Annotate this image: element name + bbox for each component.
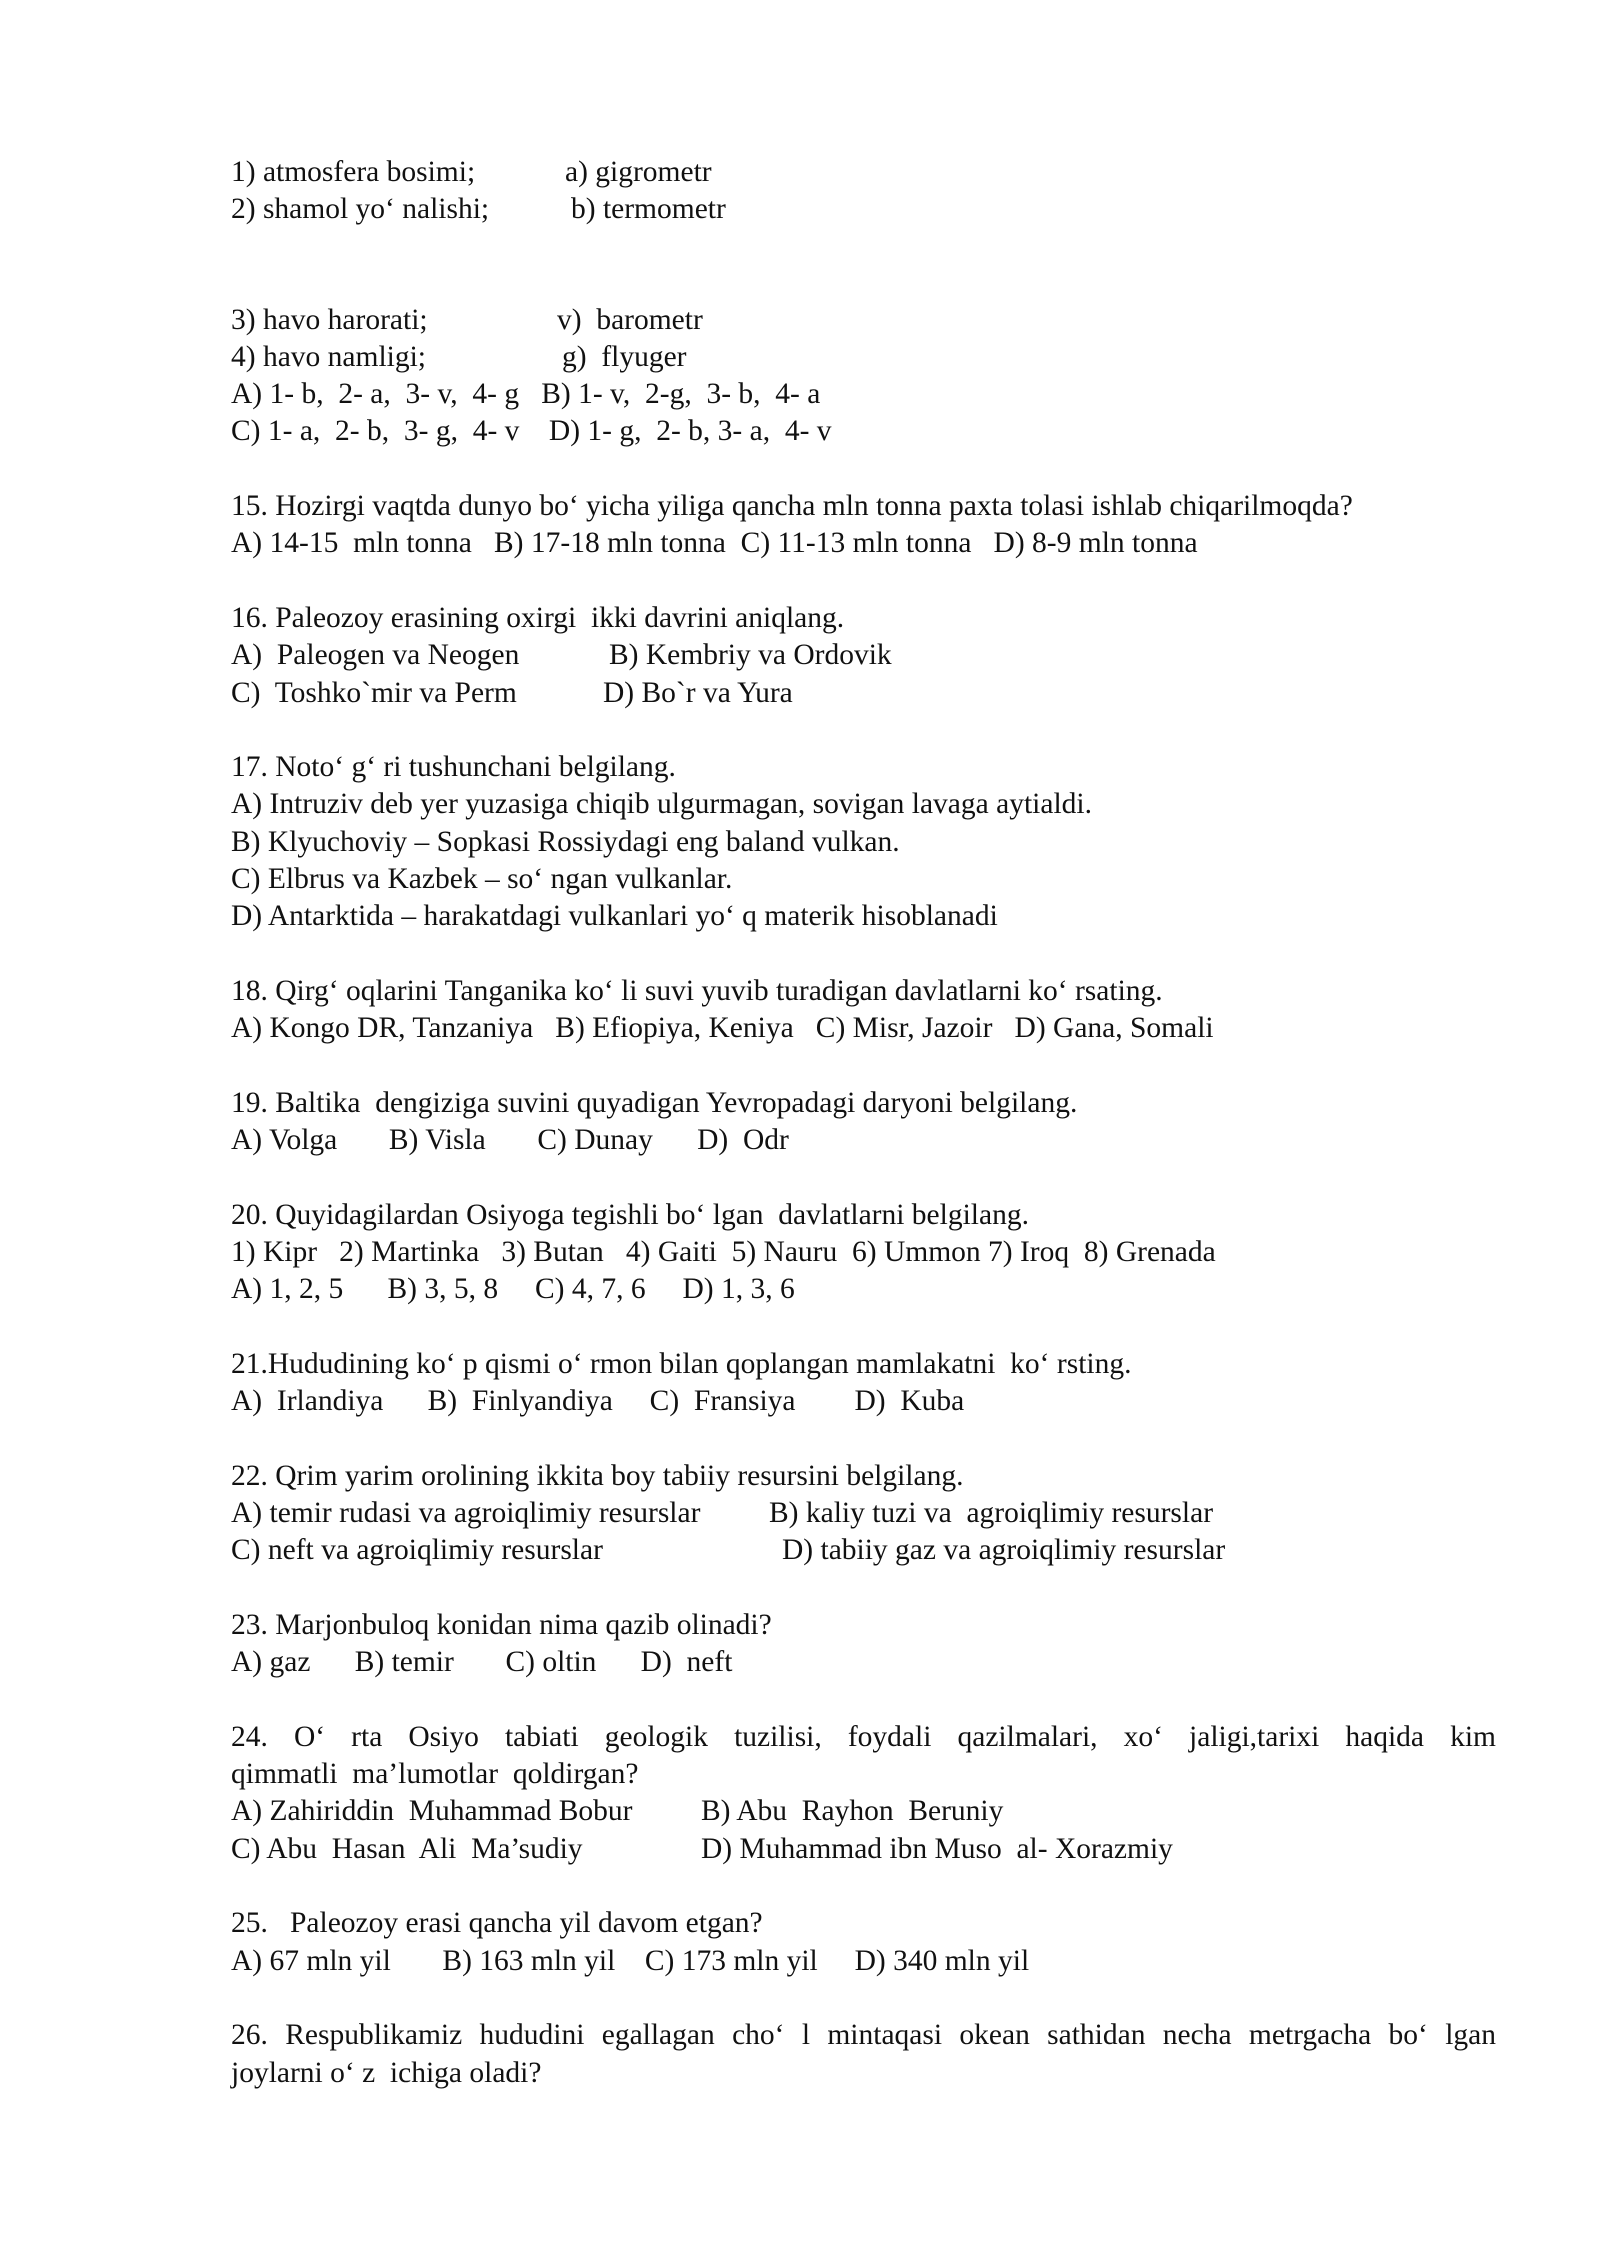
- q24-option-b: B) Abu Rayhon Beruniy: [701, 1795, 1004, 1828]
- q20-list: 1) Kipr 2) Martinka 3) Butan 4) Gaiti 5) Nauru 6) Ummon 7) Iroq 8) Grenada: [231, 1236, 1216, 1269]
- q22-option-a: A) temir rudasi va agroiqlimiy resurslar: [231, 1497, 701, 1530]
- q18-question: 18. Qirg‘ oqlarini Tanganika ko‘ li suvi yuvib turadigan davlatlarni ko‘ rsating.: [231, 974, 1163, 1007]
- q22-row-cd: [231, 1532, 1496, 1569]
- test-questions: [231, 154, 1496, 2092]
- q24-question-line2: qimmatli ma’lumotlar qoldirgan?: [231, 1758, 639, 1791]
- match-left-2: 2) shamol yo‘ nalishi;: [231, 193, 490, 226]
- match-left-4: 4) havo namligi;: [231, 340, 426, 373]
- q18-options: A) Kongo DR, Tanzaniya B) Efiopiya, Keniya C) Misr, Jazoir D) Gana, Somali: [231, 1012, 1214, 1045]
- q24-row-cd: [231, 1831, 1496, 1868]
- match-answers-ab: A) 1- b, 2- a, 3- v, 4- g B) 1- v, 2-g, 3- b, 4- a: [231, 378, 821, 411]
- q19-options: A) Volga B) Visla C) Dunay D) Odr: [231, 1124, 789, 1157]
- q17-option-c: C) Elbrus va Kazbek – so‘ ngan vulkanlar.: [231, 863, 733, 896]
- q24-option-c: C) Abu Hasan Ali Ma’sudiy: [231, 1832, 583, 1865]
- q15-question: 15. Hozirgi vaqtda dunyo bo‘ yicha yiligа qancha mln tonna paxta tolasi ishlab chiqarilmoqda?: [231, 490, 1353, 523]
- q17-option-d: D) Antarktida – harakatdagi vulkanlari yo‘ q materik hisoblanadi: [231, 900, 998, 933]
- q16-option-b: B) Kembriy va Ordovik: [609, 639, 892, 672]
- match-right-4: g) flyuger: [562, 340, 687, 373]
- match-row-2: [231, 191, 1496, 228]
- q23-question: 23. Marjonbuloq konidan nima qazib olinadi?: [231, 1608, 772, 1641]
- match-right-2: b) termometr: [571, 193, 726, 226]
- q25-question: 25. Paleozoy erasi qancha yil davom etgan?: [231, 1907, 763, 1940]
- q16-row-cd: [231, 675, 1496, 712]
- q17-option-b: B) Klyuchoviy – Sopkasi Rossiydagi eng baland vulkan.: [231, 825, 900, 858]
- match-row-4: [231, 339, 1496, 376]
- q19-question: 19. Baltika dengiziga suvini quyadigan Yevropadagi daryoni belgilang.: [231, 1086, 1078, 1119]
- q15-options: A) 14-15 mln tonna B) 17-18 mln tonna C) 11-13 mln tonna D) 8-9 mln tonna: [231, 527, 1198, 560]
- match-row-3: [231, 302, 1496, 339]
- q16-question: 16. Paleozoy erasining oxirgi ikki davrini aniqlang.: [231, 601, 845, 634]
- q25-options: A) 67 mln yil B) 163 mln yil C) 173 mln yil D) 340 mln yil: [231, 1944, 1030, 1977]
- q24-row-ab: [231, 1793, 1496, 1830]
- q22-option-b: B) kaliy tuzi va agroiqlimiy resurslar: [769, 1497, 1214, 1530]
- q16-option-d: D) Bo`r va Yura: [603, 676, 793, 709]
- match-right-1: a) gigrometr: [565, 156, 712, 188]
- q23-options: A) gaz B) temir C) oltin D) neft: [231, 1646, 733, 1679]
- match-right-3: v) barometr: [557, 303, 703, 336]
- q21-options: A) Irlandiya B) Finlyandiya C) Fransiya D) Kuba: [231, 1385, 965, 1418]
- match-answers-cd: C) 1- a, 2- b, 3- g, 4- v D) 1- g, 2- b, 3- a, 4- v: [231, 415, 832, 448]
- q24-question-line1: 24. O‘ rta Osiyo tabiati geologik tuzilisi, foydali qazilmalari, xo‘ jaligi,tarixi haqida kim: [231, 1720, 1496, 1753]
- q16-row-ab: [231, 637, 1496, 674]
- q20-question: 20. Quyidagilardan Osiyoga tegishli bo‘ lgan davlatlarni belgilang.: [231, 1198, 1029, 1231]
- match-row-1: [231, 154, 1496, 191]
- q20-options: A) 1, 2, 5 B) 3, 5, 8 C) 4, 7, 6 D) 1, 3, 6: [231, 1273, 795, 1306]
- q21-question: 21.Hududining ko‘ p qismi o‘ rmon bilan qoplangan mamlakatni ko‘ rsting.: [231, 1347, 1132, 1380]
- q17-question: 17. Noto‘ g‘ ri tushunchani belgilang.: [231, 751, 676, 784]
- q22-option-c: C) neft va agroiqlimiy resurslar: [231, 1534, 603, 1567]
- q24-option-a: A) Zahiriddin Muhammad Bobur: [231, 1795, 633, 1828]
- match-left-3: 3) havo harorati;: [231, 303, 428, 336]
- q26-question-line1: 26. Respublikamiz hududini egallagan cho‘ l mintaqasi okean sathidan necha metrgacha bo‘ lgan: [231, 2019, 1496, 2052]
- q16-option-c: C) Toshko`mir va Perm: [231, 676, 517, 709]
- q16-option-a: A) Paleogen va Neogen: [231, 639, 520, 672]
- q22-option-d: D) tabiiy gaz va agroiqlimiy resurslar: [782, 1534, 1226, 1567]
- q17-option-a: A) Intruziv deb yer yuzasiga chiqib ulgurmagan, sovigan lavaga aytialdi.: [231, 788, 1092, 821]
- match-left-1: 1) atmosfera bosimi;: [231, 156, 476, 188]
- q22-row-ab: [231, 1495, 1496, 1532]
- q26-question-line2: joylarni o‘ z ichiga oladi?: [231, 2056, 542, 2089]
- q24-option-d: D) Muhammad ibn Muso al- Xorazmiy: [701, 1832, 1173, 1865]
- q22-question: 22. Qrim yarim orolining ikkita boy tabiiy resursini belgilang.: [231, 1459, 964, 1492]
